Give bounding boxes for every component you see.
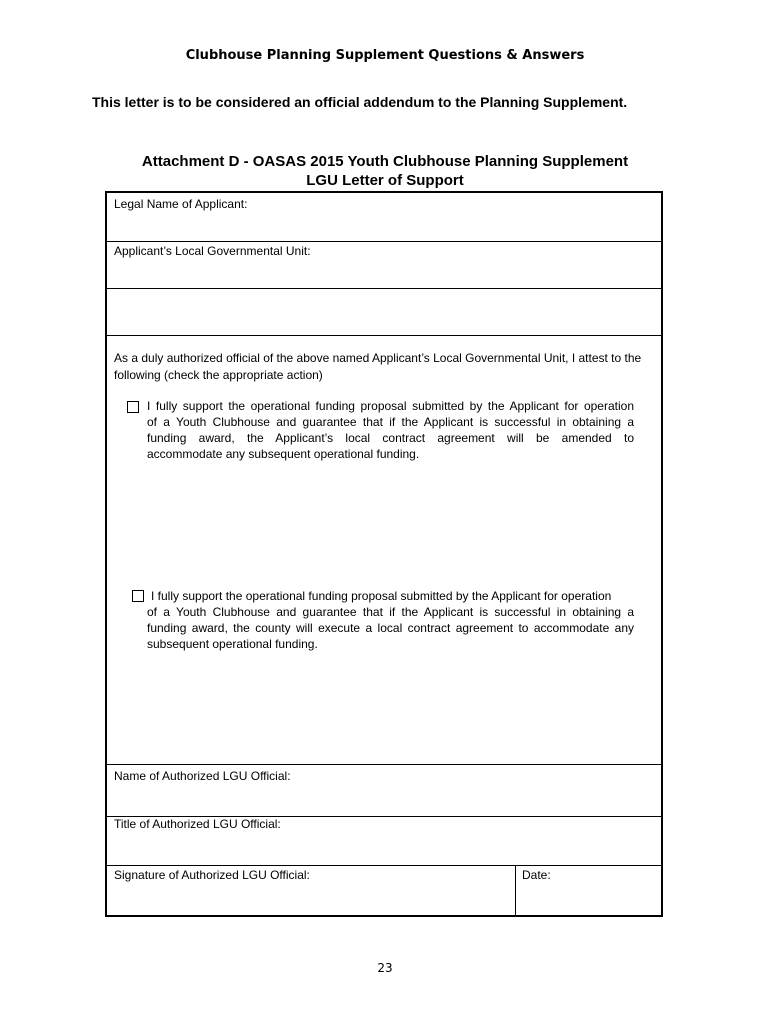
signature-label: Signature of Authorized LGU Official: xyxy=(114,868,310,882)
official-title-label: Title of Authorized LGU Official: xyxy=(114,817,281,831)
lgu-label: Applicant’s Local Governmental Unit: xyxy=(114,244,311,258)
lgu-field[interactable] xyxy=(107,241,661,289)
legal-name-label: Legal Name of Applicant: xyxy=(114,197,248,211)
attachment-title-line2: LGU Letter of Support xyxy=(306,172,464,189)
date-label: Date: xyxy=(522,868,551,882)
option1-line: of a Youth Clubhouse and guarantee that if the Applicant is successful in obtaining a xyxy=(147,415,634,429)
letter-of-support-form xyxy=(105,191,663,917)
date-field[interactable] xyxy=(516,865,661,915)
option2-line: funding award, the county will execute a local contract agreement to accommodate any xyxy=(147,621,634,635)
option2-line: subsequent operational funding. xyxy=(147,637,318,651)
option2-checkbox[interactable] xyxy=(132,590,144,602)
official-title-field[interactable] xyxy=(107,815,661,866)
addendum-statement: This letter is to be considered an official addendum to the Planning Supplement. xyxy=(92,94,628,110)
official-name-field[interactable] xyxy=(107,764,661,817)
option1-text xyxy=(147,398,634,462)
attachment-title xyxy=(0,152,770,190)
page-header-title: Clubhouse Planning Supplement Questions & Answers xyxy=(185,48,585,63)
option1-line: funding award, the Applicant’s local contract agreement will be amended to xyxy=(147,431,634,445)
signature-date-row xyxy=(107,865,661,915)
option2-line: I fully support the operational funding proposal submitted by the Applicant for operation xyxy=(151,589,612,603)
attestation-text: As a duly authorized official of the above named Applicant’s Local Governmental Unit, I attest to the following (check the appropriate action) xyxy=(114,351,642,382)
attachment-title-line1: Attachment D - OASAS 2015 Youth Clubhouse Planning Supplement xyxy=(141,153,629,170)
option1-line: I fully support the operational funding proposal submitted by the Applicant for operation xyxy=(147,399,634,413)
option2-text xyxy=(147,588,634,652)
blank-field[interactable] xyxy=(107,288,661,336)
legal-name-field[interactable] xyxy=(107,193,661,242)
option1-line: accommodate any subsequent operational funding. xyxy=(147,447,420,461)
option1-checkbox[interactable] xyxy=(127,401,139,413)
official-name-label: Name of Authorized LGU Official: xyxy=(114,769,291,783)
page-number: 23 xyxy=(377,961,393,975)
signature-field[interactable] xyxy=(107,865,515,915)
option2-line: of a Youth Clubhouse and guarantee that if the Applicant is successful in obtaining a xyxy=(147,605,634,619)
